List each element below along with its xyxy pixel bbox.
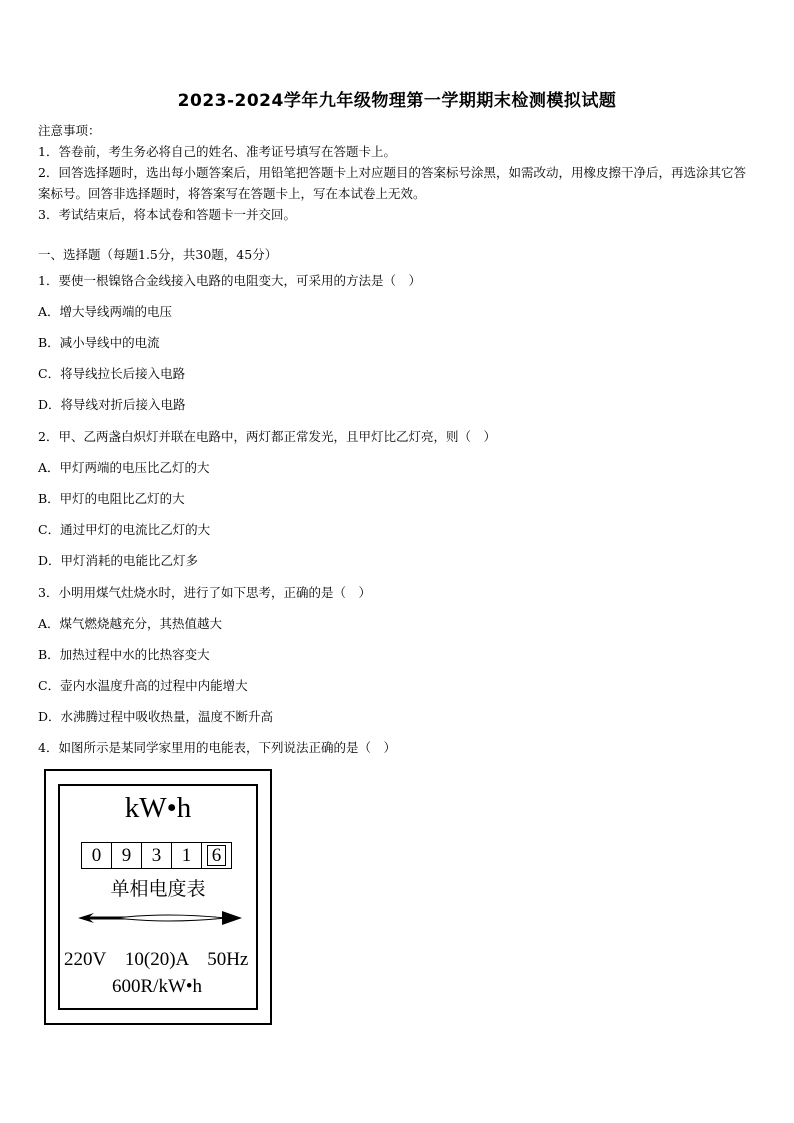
meter-unit-label: kW•h (124, 792, 192, 824)
notice-heading: 注意事项： (38, 123, 101, 138)
meter-panel (58, 784, 258, 1010)
question-1-option-b: B．减小导线中的电流 (38, 335, 160, 350)
question-2-option-a: A．甲灯两端的电压比乙灯的大 (38, 460, 210, 475)
meter-digit-decimal-value: 6 (207, 845, 226, 866)
rotation-arrow-icon (76, 908, 244, 928)
notice-item-1: 1．答卷前，考生务必将自己的姓名、准考证号填写在答题卡上。 (38, 144, 396, 159)
meter-counter (82, 842, 232, 869)
section-heading: 一、选择题（每题1.5分，共30题，45分） (38, 247, 278, 262)
question-2-option-c: C．通过甲灯的电流比乙灯的大 (38, 522, 211, 537)
meter-digit: 9 (111, 842, 142, 869)
notice-block (38, 120, 758, 225)
question-1-stem: 1．要使一根镍铬合金线接入电路的电阻变大，可采用的方法是（ ） (38, 273, 421, 288)
question-2-stem: 2．甲、乙两盏白炽灯并联在电路中，两灯都正常发光，且甲灯比乙灯亮，则（ ） (38, 429, 496, 444)
question-3-option-c: C．壶内水温度升高的过程中内能增大 (38, 678, 248, 693)
meter-digit: 1 (171, 842, 202, 869)
question-1-option-c: C．将导线拉长后接入电路 (38, 366, 186, 381)
notice-item-2: 2．回答选择题时，选出每小题答案后，用铅笔把答题卡上对应题目的答案标号涂黑，如需改动，用橡皮擦干净后，再选涂其它答案标号。回答非选择题时，将答案写在答题卡上，写在本试卷上无效。 (38, 165, 746, 201)
meter-digit: 3 (141, 842, 172, 869)
electric-meter-figure (44, 769, 272, 1025)
meter-digit: 0 (81, 842, 112, 869)
question-4-stem: 4．如图所示是某同学家里用的电能表，下列说法正确的是（ ） (38, 740, 396, 755)
question-3-option-a: A．煤气燃烧越充分，其热值越大 (38, 616, 223, 631)
meter-name-label: 单相电度表 (110, 878, 206, 900)
question-2-option-b: B．甲灯的电阻比乙灯的大 (38, 491, 185, 506)
question-1-option-a: A．增大导线两端的电压 (38, 304, 173, 319)
question-3-option-d: D．水沸腾过程中吸收热量，温度不断升高 (38, 709, 274, 724)
meter-digit-decimal (201, 842, 232, 869)
meter-spec-line1: 220V 10(20)A 50Hz (64, 949, 249, 970)
question-3-stem: 3．小明用煤气灶烧水时，进行了如下思考，正确的是（ ） (38, 585, 371, 600)
question-3-option-b: B．加热过程中水的比热容变大 (38, 647, 210, 662)
page-title: 2023-2024学年九年级物理第一学期期末检测模拟试题 (177, 91, 617, 111)
question-1-option-d: D．将导线对折后接入电路 (38, 397, 186, 412)
meter-spec-line2: 600R/kW•h (112, 976, 203, 997)
notice-item-3: 3．考试结束后，将本试卷和答题卡一并交回。 (38, 207, 296, 222)
question-2-option-d: D．甲灯消耗的电能比乙灯多 (38, 553, 199, 568)
